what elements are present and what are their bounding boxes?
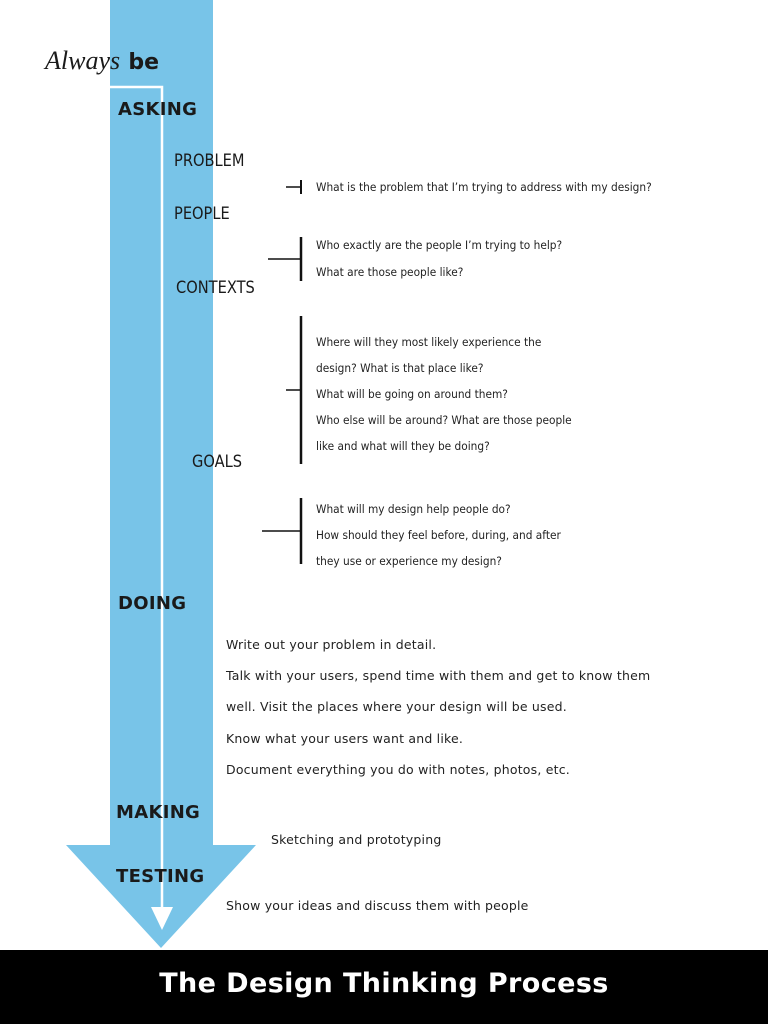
contexts-question: like and what will they be doing? — [316, 439, 490, 453]
making-description: Sketching and prototyping — [271, 832, 442, 847]
goals-question: they use or experience my design? — [316, 554, 502, 568]
doing-line: Write out your problem in detail. — [226, 637, 437, 652]
goals-question: What will my design help people do? — [316, 502, 511, 516]
topic-problem: PROBLEM — [174, 151, 245, 171]
question-brackets — [262, 180, 301, 564]
footer-banner — [0, 950, 768, 1024]
contexts-question: Where will they most likely experience the — [316, 335, 542, 349]
doing-line: Know what your users want and like. — [226, 731, 464, 746]
problem-question: What is the problem that I’m trying to address with my design? — [316, 180, 652, 194]
topic-people: PEOPLE — [174, 204, 230, 224]
goals-question: How should they feel before, during, and after — [316, 528, 561, 542]
contexts-question: design? What is that place like? — [316, 361, 484, 375]
contexts-question: Who else will be around? What are those people — [316, 413, 572, 427]
footer-title: The Design Thinking Process — [159, 968, 609, 999]
people-question: What are those people like? — [316, 265, 464, 279]
stage-testing: TESTING — [116, 866, 205, 887]
tagline — [45, 46, 159, 76]
tagline-bold: be — [128, 50, 160, 75]
doing-line: Talk with your users, spend time with them and get to know them — [226, 668, 651, 683]
topic-contexts: CONTEXTS — [176, 278, 255, 298]
tagline-italic: Always — [45, 46, 121, 75]
stage-asking: ASKING — [118, 99, 198, 120]
topic-goals: GOALS — [192, 452, 243, 472]
doing-line: Document everything you do with notes, photos, etc. — [226, 762, 570, 777]
people-question: Who exactly are the people I’m trying to help? — [316, 238, 563, 252]
contexts-question: What will be going on around them? — [316, 387, 508, 401]
stage-doing: DOING — [118, 593, 187, 614]
stage-making: MAKING — [116, 802, 201, 823]
doing-line: well. Visit the places where your design will be used. — [226, 699, 567, 714]
testing-description: Show your ideas and discuss them with people — [226, 898, 529, 913]
